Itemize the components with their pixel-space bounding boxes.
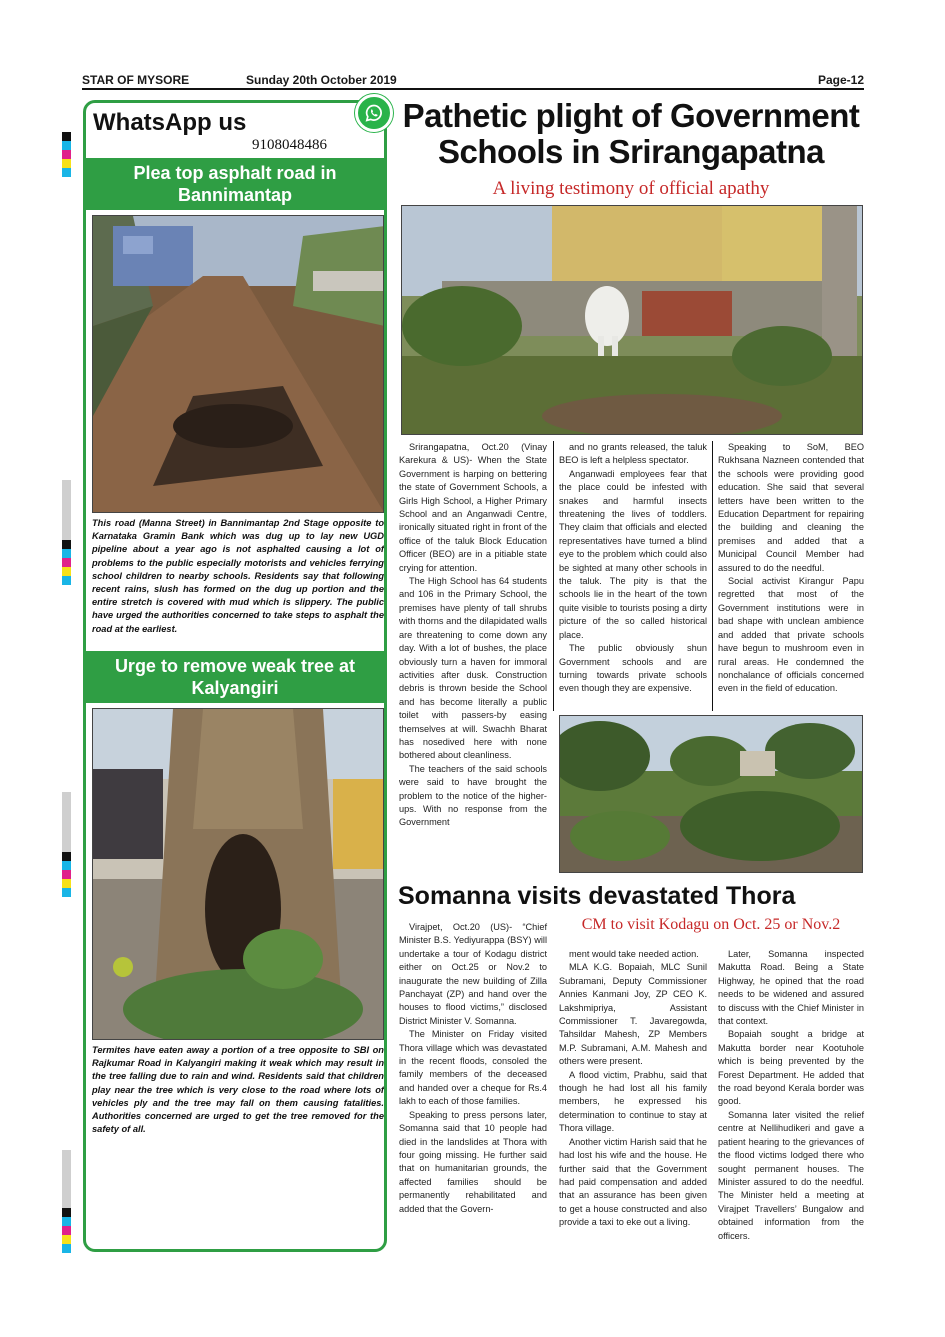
paragraph: Speaking to SoM, BEO Rukhsana Nazneen contended that the schools were providing good education. She said that several letters have been written to the Education Department for repairing the building and cleaning the premises and added that a Municipal Council Member had assured to do the needful. — [718, 442, 864, 573]
headline-line: Pathetic plight of Government — [402, 97, 860, 134]
registration-mark — [62, 132, 71, 177]
registration-mark — [62, 792, 71, 897]
article-column — [399, 441, 547, 830]
headline-line: Schools in Srirangapatna — [438, 133, 824, 170]
article-column — [559, 441, 707, 696]
article-column — [718, 441, 864, 696]
paragraph: Anganwadi employees fear that the place could be infested with snakes and harmful insects threatening the lives of toddlers. They claim that officials and elected representatives have turned a blind eye to the problem which could also be sighted at many other schools in the taluk. The pity is that the schools lie in the heart of the town quite visible to tourists posing a dirty picture of the so called historical place. — [559, 468, 707, 640]
article-column — [559, 948, 707, 1230]
paragraph: Social activist Kirangur Papu regretted that most of the Government institutions were in bad shape with unclean ambience and added that private schools have begun to mushroom even in rural areas. He condemned the nonchalance of officials concerned even in the field of education. — [718, 576, 864, 694]
story-title-line: Plea top asphalt road in — [133, 163, 337, 183]
whatsapp-icon — [355, 94, 393, 132]
registration-mark — [62, 480, 71, 585]
article-column — [718, 948, 864, 1243]
thora-subhead: CM to visit Kodagu on Oct. 25 or Nov.2 — [581, 916, 841, 933]
photo-caption: This road (Manna Street) in Bannimantap 2nd Stage opposite to Karnataka Gramin Bank which was dug up to lay new UGD pipeline about a year ago is not asphalted causing a lot of problems to the public especially motorists and vehicles ferrying school children to nearby schools. Residents say that following recent rains, slush has formed on the dug up portion and the entire stretch is covered with mud which is slippery. The public have urged the authorities concerned to take steps to asphalt the road at the earliest. — [92, 518, 384, 634]
paragraph: Somanna later visited the relief centre at Nellihudikeri and gave a patient hearing to the grievances of the flood victims lodged there who sought permanent houses. The Minister assured to do the needful. The Minister held a meeting at Virajpet Travellers’ Bungalow and obtained information from the officers. — [718, 1109, 864, 1241]
tree-photo — [92, 708, 384, 1040]
paragraph: The High School has 64 students and 106 in the Primary School, the premises have plenty of tall shrubs with thorns and the dilapidated walls are threatening to come down any day. With a lot of bushes, the place obviously turn a haven for immoral activities after dusk. Construction debris is thrown beside the School and has become literally a public toilet with passers-by easing themselves at will. Swachh Bharat has nosedived here with none bothered about cleanliness. — [399, 576, 547, 761]
paragraph: MLA K.G. Bopaiah, MLC Sunil Subramani, Deputy Commissioner Annies Kanmani Joy, ZP CEO K. Lakshmipriya, Assistant Commissioner T. Javaregowda, Tahsildar Mahesh, ZP Members M.P. Subramani, A.M. Mahesh and others were present. — [559, 962, 707, 1067]
publication-name: STAR OF MYSORE — [82, 73, 190, 87]
paragraph: Virajpet, Oct.20 (US)- “Chief Minister B.S. Yediyurappa (BSY) will undertake a tour of Kodagu district either on Oct.25 or Nov.2 to inaugurate the new building of Zilla Panchayat (ZP) and hand over the houses to flood victims,” disclosed District Minister V. Somanna. — [399, 922, 547, 1026]
story-title-line: Bannimantap — [177, 185, 292, 205]
paragraph: and no grants released, the taluk BEO is left a helpless spectator. — [559, 442, 707, 466]
article-column — [399, 921, 547, 1216]
whatsapp-title: WhatsApp us — [93, 109, 247, 136]
paragraph: Srirangapatna, Oct.20 (Vinay Karekura & US)- When the State Government is harping on bettering the state of Government Schools, a Girls High School, a Higher Primary School and an Anganwadi Centre, ironically situated right in front of the office of the taluk Block Education Officer (BEO) are in a pitiable state crying for attention. — [399, 442, 547, 573]
thora-headline: Somanna visits devastated Thora — [398, 882, 796, 910]
registration-mark — [62, 1150, 71, 1253]
page-header — [82, 72, 864, 90]
page-number: Page-12 — [817, 73, 864, 87]
sidebar-box — [83, 100, 387, 1252]
paragraph: The public obviously shun Government schools and are turning towards private schools even though they are expensive. — [559, 643, 707, 694]
story-title-bannimantap — [86, 158, 384, 210]
photo-caption: Termites have eaten away a portion of a tree opposite to SBI on Rajkumar Road in Kalyangiri making it weak which may result in the tree falling due to rain and wind. Residents said that children play near the tree which is very close to the road where lots of vehicles ply and the tree may fall on them causing fatalities. Authorities concerned are urged to get the tree removed for the safety of all. — [92, 1045, 384, 1135]
issue-date: Sunday 20th October 2019 — [246, 73, 397, 87]
school-photo — [401, 205, 863, 435]
paragraph: ment would take needed action. — [569, 949, 699, 959]
main-headline — [398, 98, 864, 170]
road-photo — [92, 215, 384, 513]
main-subhead: A living testimony of official apathy — [492, 178, 770, 199]
story-title-line: Urge to remove weak tree at — [114, 656, 356, 676]
column-rule — [712, 441, 713, 711]
paragraph: Later, Somanna inspected Makutta Road. Being a State Highway, he opined that the road needs to be widened and assured to discuss with the Chief Minister in that context. — [718, 949, 864, 1027]
paragraph: Speaking to press persons later, Somanna said that 10 people had died in the landslides at Thora with four going missing. He further said that on humanitarian grounds, the affected families should be permanently rehabilitated and added that the Govern- — [399, 1109, 547, 1214]
overgrown-premises-photo — [559, 715, 863, 873]
paragraph: Another victim Harish said that he had lost his wife and the house. He further said that the Government had paid compensation and added that an assurance has been given to get a house constructed and also provide a taxi to eke out a living. — [559, 1136, 707, 1228]
paragraph: The teachers of the said schools were said to have brought the problem to the notice of the higher-ups. With no response from the Government — [399, 763, 547, 828]
whatsapp-number: 9108048486 — [252, 137, 327, 153]
column-rule — [553, 441, 554, 711]
story-title-line: Kalyangiri — [191, 678, 279, 698]
paragraph: A flood victim, Prabhu, said that though he had lost all his family members, he expressed his determination to continue to stay at Thora village. — [559, 1069, 707, 1134]
paragraph: Bopaiah sought a bridge at Makutta border near Kootuhole which is being prevented by the Forest Department. He added that the road beyond Kerala border was good. — [718, 1029, 864, 1107]
story-title-kalyangiri — [86, 651, 384, 703]
paragraph: The Minister on Friday visited Thora village which was devastated in the recent floods, consoled the family members of the deceased and handed over a cheque for Rs.4 lakh to each of those families. — [399, 1029, 547, 1107]
